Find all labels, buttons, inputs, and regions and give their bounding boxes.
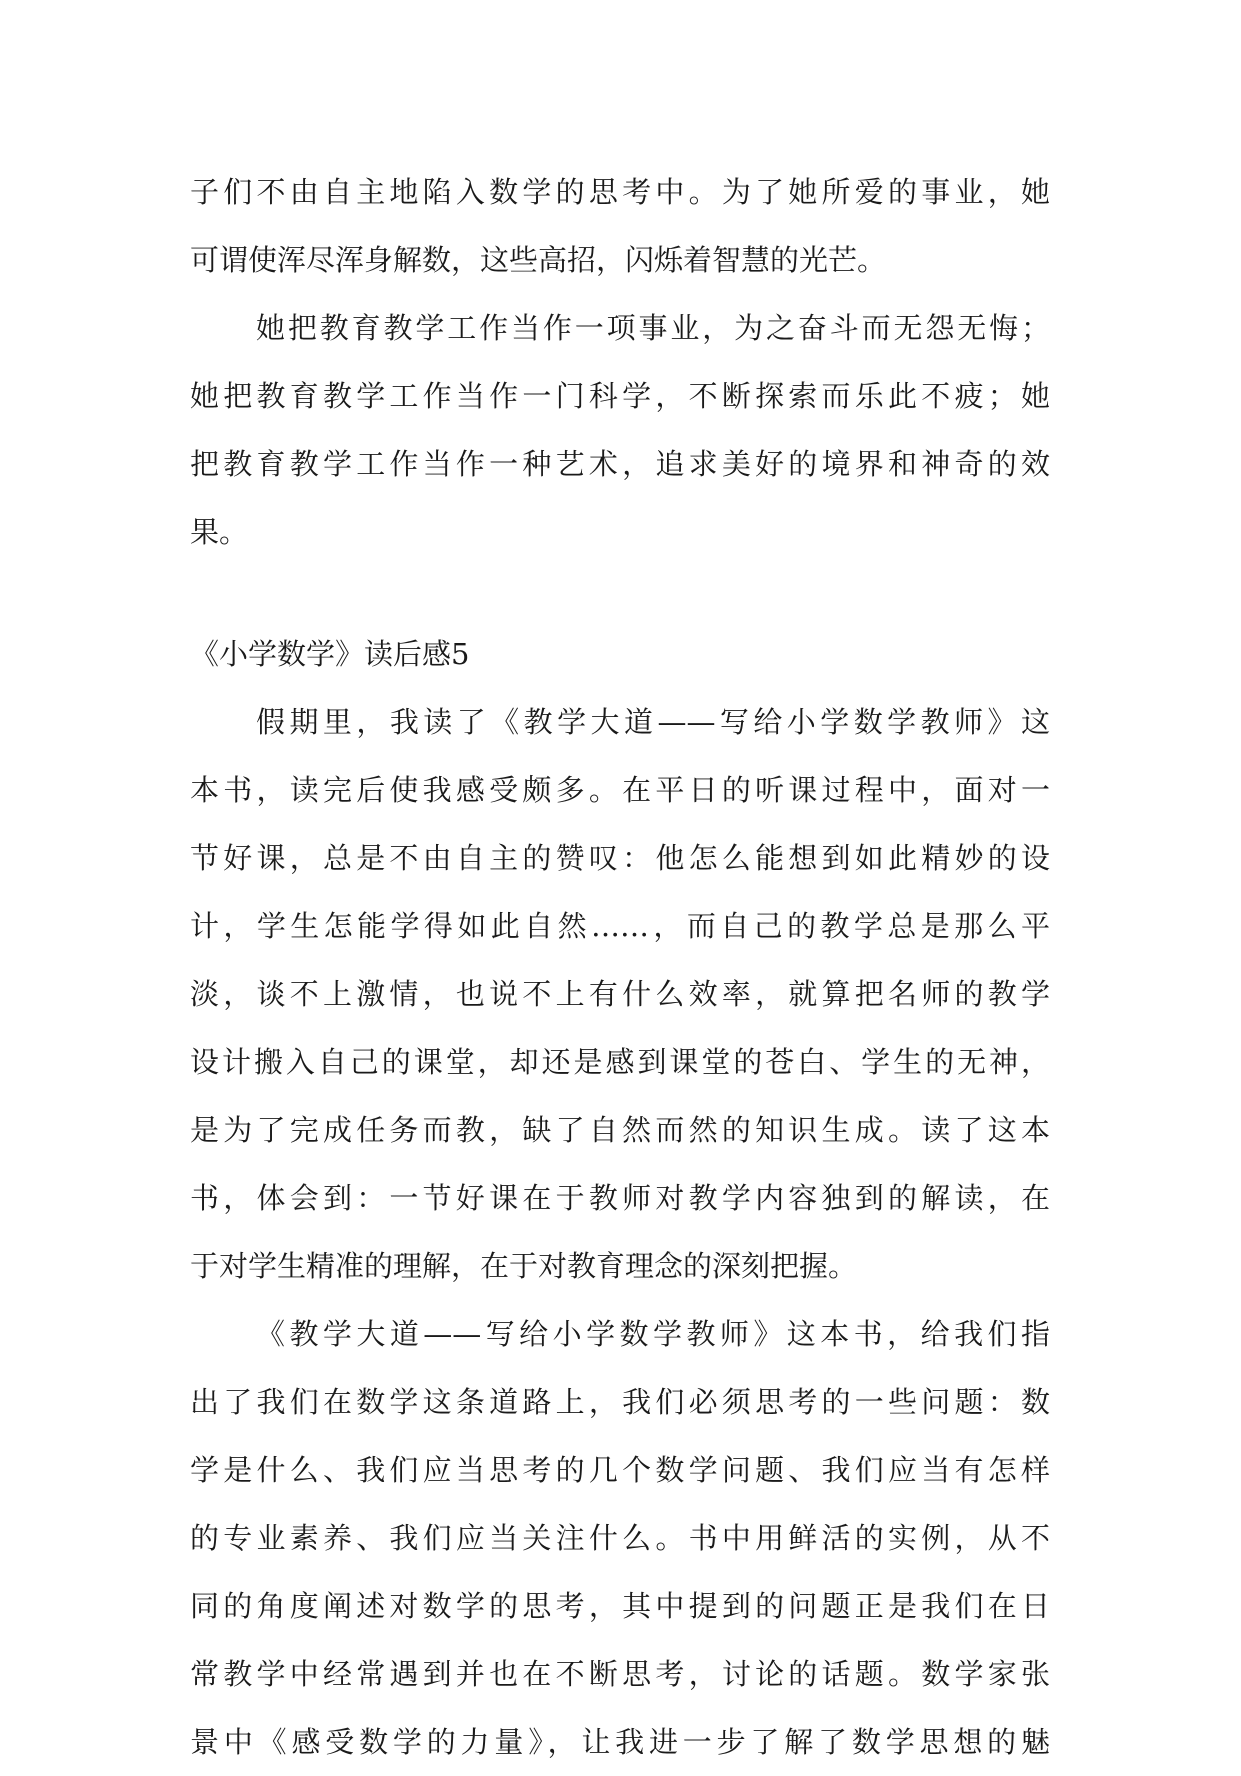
document-page [190,158,1050,1776]
text-line: 的专业素养、我们应当关注什么。书中用鲜活的实例，从不 [190,1521,1050,1555]
text-line: 子们不由自主地陷入数学的思考中。为了她所爱的事业，她 [190,175,1050,209]
text-line: 学是什么、我们应当思考的几个数学问题、我们应当有怎样 [190,1453,1050,1487]
paragraph-2 [190,294,1050,566]
text-line: 本书，读完后使我感受颇多。在平日的听课过程中，面对一 [190,773,1050,807]
section-paragraph-1 [190,688,1050,1300]
text-line: 节好课，总是不由自主的赞叹：他怎么能想到如此精妙的设 [190,841,1050,875]
text-line: 计，学生怎能学得如此自然……，而自己的教学总是那么平 [190,909,1050,943]
text-line: 果。 [190,515,249,549]
section-heading: 《小学数学》读后感5 [190,637,470,671]
text-line: 可谓使浑尽浑身解数，这些高招，闪烁着智慧的光芒。 [190,243,887,277]
text-line: 《教学大道——写给小学数学教师》这本书，给我们指 [256,1317,1050,1351]
text-line: 她把教育教学工作当作一项事业，为之奋斗而无怨无悔； [256,311,1050,345]
section-gap [190,566,1050,620]
text-line: 常教学中经常遇到并也在不断思考，讨论的话题。数学家张 [190,1657,1050,1691]
text-line: 设计搬入自己的课堂，却还是感到课堂的苍白、学生的无神， [190,1045,1050,1079]
text-line: 书，体会到：一节好课在于教师对教学内容独到的解读，在 [190,1181,1050,1215]
paragraph-1 [190,158,1050,294]
text-line: 假期里，我读了《教学大道——写给小学数学教师》这 [256,705,1050,739]
section-paragraph-2 [190,1300,1050,1776]
text-line: 是为了完成任务而教，缺了自然而然的知识生成。读了这本 [190,1113,1050,1147]
text-line: 景中《感受数学的力量》，让我进一步了解了数学思想的魅 [190,1725,1050,1759]
text-line: 于对学生精准的理解，在于对教育理念的深刻把握。 [190,1249,858,1283]
text-line: 出了我们在数学这条道路上，我们必须思考的一些问题：数 [190,1385,1050,1419]
text-line: 把教育教学工作当作一种艺术，追求美好的境界和神奇的效 [190,447,1050,481]
text-line: 同的角度阐述对数学的思考，其中提到的问题正是我们在日 [190,1589,1050,1623]
text-line: 淡，谈不上激情，也说不上有什么效率，就算把名师的教学 [190,977,1050,1011]
text-line: 她把教育教学工作当作一门科学，不断探索而乐此不疲；她 [190,379,1050,413]
